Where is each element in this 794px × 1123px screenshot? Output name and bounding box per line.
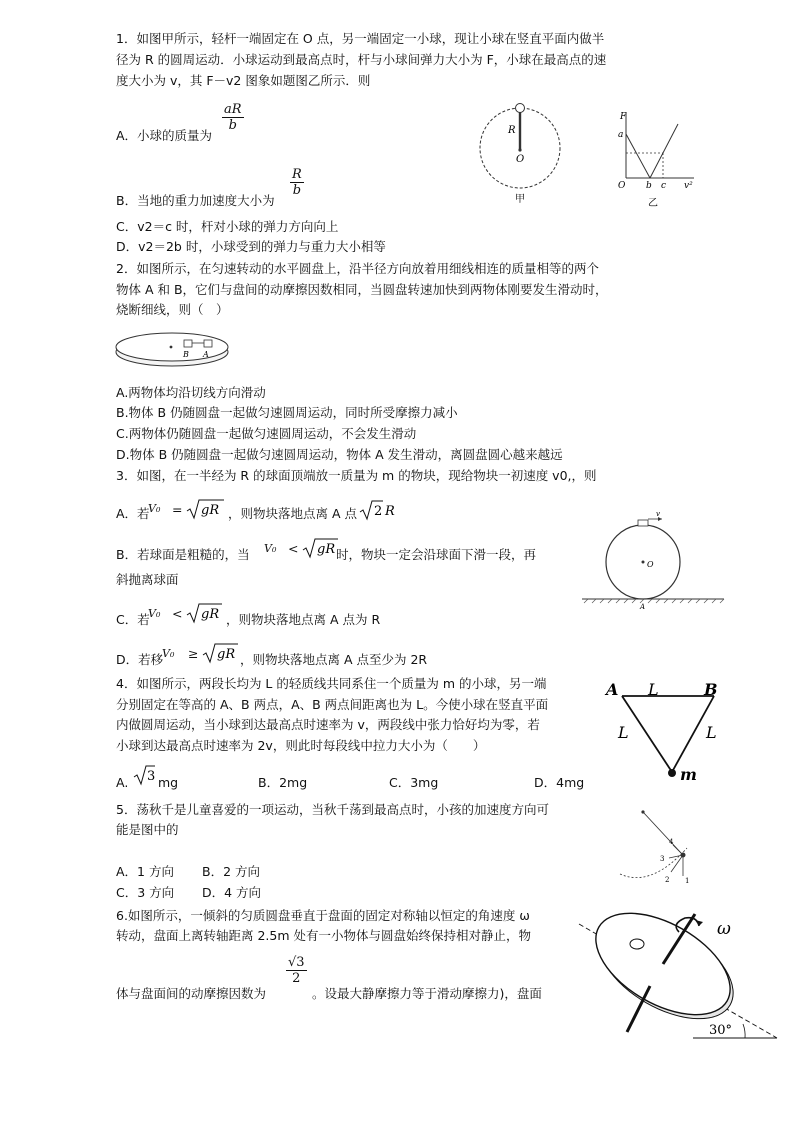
q3-option-b-line2: 斜抛离球面 (116, 572, 179, 587)
block (638, 520, 648, 526)
q3-option-d-sqrt (202, 642, 242, 664)
q1-option-d: D．v2＝2b 时，小球受到的弹力与重力大小相等 (116, 239, 386, 254)
q5-option-b: B．2 方向 (202, 864, 261, 879)
q1-option-a: A．小球的质量为 (116, 128, 213, 143)
label-4: 4 (669, 838, 674, 846)
q4-figure (600, 676, 750, 786)
label-m: m (680, 765, 697, 784)
pivot (641, 810, 644, 813)
q2-option-a: A.两物体均沿切线方向滑动 (116, 385, 266, 400)
q3-option-d-v0: V₀ (162, 647, 175, 660)
q1-figure-jia (478, 98, 588, 210)
q2-option-d: D.物体 B 仍随圆盘一起做匀速圆周运动，物体 A 发生滑动，离圆盘圆心越来越远 (116, 447, 563, 462)
fraction-numerator: R (292, 167, 302, 182)
q3-option-b-prefix: B．若球面是粗糙的，当 (116, 547, 250, 562)
label-b: B (183, 350, 189, 359)
rotation-arrowhead (695, 920, 703, 926)
graph-line-down (626, 134, 650, 178)
q3-option-c-v0: V₀ (148, 607, 161, 620)
q3-option-a-equals: = (172, 502, 183, 517)
q4-option-a-sqrt (133, 764, 155, 786)
ball (516, 104, 525, 113)
q3-option-a-v0: V₀ (148, 502, 161, 515)
ball (668, 769, 676, 777)
label-l-right: L (706, 723, 717, 742)
q6-stem-line2: 转动，盘面上离转轴距离 2.5m 处有一小物体与圆盘始终保持相对静止，物 (116, 928, 532, 943)
q6-fraction (286, 955, 307, 986)
radicand: 2 (374, 504, 383, 519)
label-omega: ω (717, 919, 731, 939)
q1-stem-line2: 径为 R 的圆周运动．小球运动到最高点时，杆与小球间弹力大小为 F，小球在最高点的速 (116, 52, 607, 67)
label-a: A (640, 603, 646, 611)
q1-option-b: B．当地的重力加速度大小为 (116, 193, 275, 208)
q3-figure-sphere (578, 510, 728, 614)
radicand: 3 (147, 769, 156, 784)
center-point (642, 561, 645, 564)
pivot-point (518, 148, 521, 151)
q3-option-b-less: < (288, 541, 299, 556)
swing-arc-path (620, 848, 687, 878)
q4-stem-line2: 分别固定在等高的 A、B 两点，A、B 两点间距离也为 L。今使小球在竖直平面 (116, 697, 549, 712)
label-o: O (516, 154, 525, 165)
label-a: A (203, 350, 209, 359)
q3-option-c-sqrt (186, 602, 226, 624)
q3-option-c-prefix: C．若 (116, 612, 150, 627)
q3-option-a-prefix: A．若 (116, 506, 150, 521)
q3-option-d-geq: ≥ (188, 646, 199, 661)
q3-option-b-suffix: 时，物块一定会沿球面下滑一段，再 (336, 547, 537, 562)
q4-option-c: C．3mg (389, 775, 439, 790)
q1-stem-line1: 1．如图甲所示，轻杆一端固定在 O 点，另一端固定一小球，现让小球在竖直平面内做半 (116, 31, 605, 46)
q4-option-a-suffix: mg (158, 775, 179, 790)
q2-stem-line2: 物体 A 和 B，它们与盘间的动摩擦因数相同，当圆盘转速加快到两物体刚要发生滑动时， (116, 282, 608, 297)
label-b: b (646, 181, 652, 191)
fraction-numerator: aR (224, 102, 242, 117)
block-b (184, 340, 192, 347)
q6-stem-line3-suffix: 。设最大静摩擦力等于滑动摩擦力)，盘面 (312, 986, 542, 1001)
q6-figure-tilted-disk (575, 910, 780, 1050)
q3-option-c-less: < (172, 606, 183, 621)
q3-option-a-sqrt (186, 498, 226, 520)
graph-line-up (650, 124, 678, 178)
q5-stem-line2: 能是图中的 (116, 822, 179, 837)
ground-hatching (584, 599, 724, 603)
q6-stem-line1: 6.如图所示，一倾斜的匀质圆盘垂直于盘面的固定对称轴以恒定的角速度 ω (116, 908, 530, 923)
q1-figure-yi (612, 110, 702, 210)
label-a: A (606, 680, 619, 699)
q4-option-b: B．2mg (258, 775, 308, 790)
q4-option-d: D．4mg (534, 775, 585, 790)
q2-option-b: B.物体 B 仍随圆盘一起做匀速圆周运动，同时所受摩擦力减小 (116, 405, 458, 420)
q3-option-a-result (359, 499, 399, 521)
radicand: gR (317, 542, 336, 557)
q4-stem-line3: 内做圆周运动，当小球到达最高点时速率为 v，两段线中张力恰好均为零，若 (116, 717, 540, 732)
fraction-denominator: 2 (292, 971, 301, 986)
q1-stem-line3: 度大小为 v，其 F－v2 图象如题图乙所示．则 (116, 73, 371, 88)
q5-option-d: D．4 方向 (202, 885, 262, 900)
q3-option-b-v0: V₀ (264, 542, 277, 555)
caption-jia: 甲 (515, 194, 525, 205)
q5-option-c: C．3 方向 (116, 885, 175, 900)
q4-option-a-prefix: A. (116, 775, 129, 790)
radicand: gR (201, 607, 220, 622)
caption-yi: 乙 (648, 198, 658, 209)
label-a: a (618, 130, 624, 140)
q5-stem-line1: 5．荡秋千是儿童喜爱的一项运动，当秋千荡到最高点时，小孩的加速度方向可 (116, 802, 549, 817)
q4-stem-line1: 4．如图所示，两段长均为 L 的轻质线共同系住一个质量为 m 的小球，另一端 (116, 676, 547, 691)
label-v2: v² (684, 181, 693, 191)
fraction-denominator: b (292, 183, 302, 198)
q3-option-c-suffix: ，则物块落地点离 A 点为 R (226, 612, 381, 627)
q5-figure-swing (615, 808, 695, 888)
label-l-left: L (618, 723, 629, 742)
angle-arc (743, 1024, 745, 1038)
fraction-denominator: b (228, 118, 237, 133)
label-1: 1 (685, 877, 690, 885)
q1-option-b-fraction (290, 167, 304, 198)
q3-stem: 3．如图，在一半经为 R 的球面顶端放一质量为 m 的物块，现给物块一初速度 v0,，则 (116, 468, 597, 483)
q1-option-c: C．v2＝c 时，杆对小球的弹力方向向上 (116, 219, 339, 234)
q3-option-d-suffix: ，则物块落地点离 A 点至少为 2R (240, 652, 428, 667)
q1-option-a-fraction (222, 102, 244, 133)
q3-option-a-middle: ，则物块落地点离 A 点 (228, 506, 357, 521)
label-3: 3 (660, 855, 665, 863)
q3-option-d-prefix: D．若移 (116, 652, 164, 667)
q4-stem-line4: 小球到达最高点时速率为 2v，则此时每段线中拉力大小为（ ） (116, 738, 486, 753)
q5-option-a: A．1 方向 (116, 864, 174, 879)
label-origin: O (618, 181, 626, 191)
arrow-4 (673, 845, 683, 855)
label-l-top: L (648, 680, 659, 699)
label-o: O (647, 560, 654, 569)
block-a (204, 340, 212, 347)
string-left (622, 696, 672, 772)
label-angle: 30° (709, 1023, 733, 1038)
radicand: gR (201, 503, 220, 518)
label-b: B (704, 680, 718, 699)
radius-symbol: R (385, 504, 395, 519)
q2-stem-line1: 2．如图所示，在匀速转动的水平圆盘上，沿半径方向放着用细线相连的质量相等的两个 (116, 261, 599, 276)
q2-stem-line3: 烧断细线，则（ ） (116, 302, 229, 317)
q2-figure-disk (114, 328, 234, 372)
q2-option-c: C.两物体仍随圆盘一起做匀速圆周运动，不会发生滑动 (116, 426, 417, 441)
small-object (630, 939, 644, 949)
radicand: gR (217, 647, 236, 662)
label-f: F (620, 112, 627, 122)
label-v: v (656, 510, 660, 518)
q6-stem-line3-prefix: 体与盘面间的动摩擦因数为 (116, 986, 267, 1001)
label-2: 2 (665, 876, 670, 884)
disk-center (170, 346, 173, 349)
fraction-numerator: √3 (288, 955, 305, 970)
label-r: R (508, 125, 516, 136)
label-c: c (661, 181, 667, 191)
